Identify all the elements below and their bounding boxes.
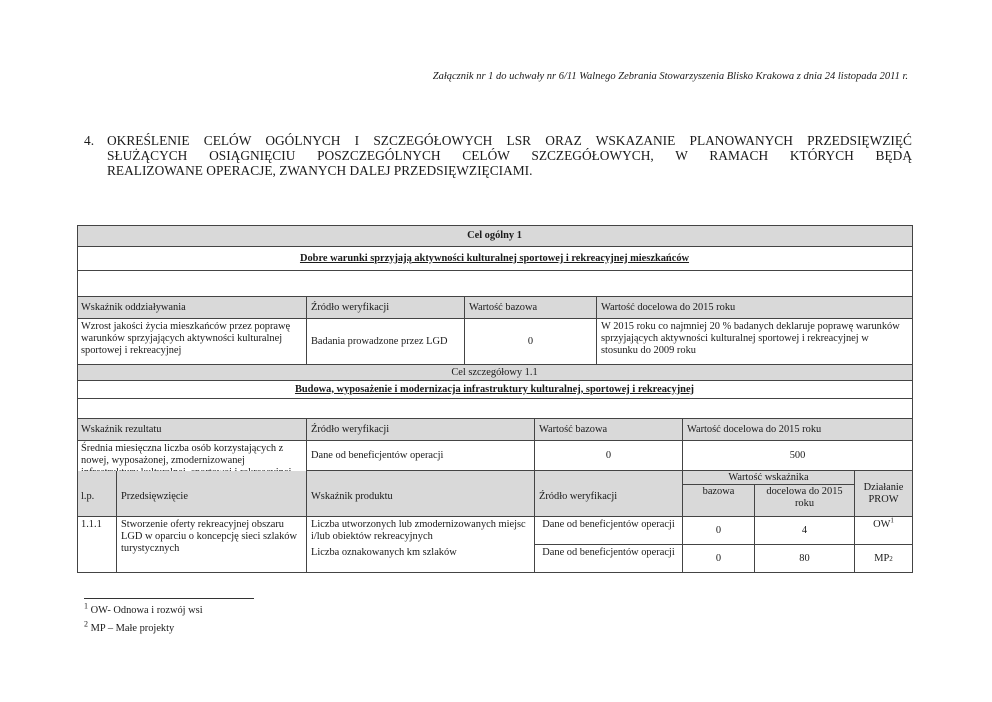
impact-indicator: Wzrost jakości życia mieszkańców przez poprawę warunków sprzyjających aktywności kulturalnej sportowej i rekreacyjnej [77, 319, 307, 365]
specific-goal-text: Budowa, wyposażenie i modernizacja infrastruktury kulturalnej, sportowej i rekreacyjnej [294, 383, 695, 395]
specific-goal-label: Cel szczegółowy 1.1 [77, 365, 913, 381]
product-prow [855, 517, 913, 545]
product-base: 0 [683, 545, 755, 573]
spacer-row [77, 399, 913, 419]
product-target: 80 [755, 545, 855, 573]
goals-table [77, 225, 913, 573]
footnote [84, 601, 203, 616]
result-header-source: Źródło weryfikacji [307, 419, 535, 441]
general-goal-text: Dobre warunki sprzyjają aktywności kulturalnej sportowej i rekreacyjnej mieszkańców [299, 252, 690, 264]
section-number: 4. [84, 133, 95, 148]
general-goal-cell [77, 247, 913, 271]
product-source: Dane od beneficjentów operacji [535, 545, 683, 573]
project-header-prow: Działanie PROW [855, 471, 913, 517]
section-heading-line: REALIZOWANE OPERACJE, ZWANYCH DALEJ PRZEDSIĘWZIĘCIAMI. [107, 163, 533, 178]
footnote-mark: 2 [84, 619, 88, 629]
impact-header-base: Wartość bazowa [465, 297, 597, 319]
result-header-target: Wartość docelowa do 2015 roku [683, 419, 913, 441]
document-header-note: Załącznik nr 1 do uchwały nr 6/11 Walnego Zebrania Stowarzyszenia Blisko Krakowa z dnia 24 listopada 2011 r. [432, 71, 908, 82]
section-heading-line: OKREŚLENIE CELÓW OGÓLNYCH I SZCZEGÓŁOWYCH LSR ORAZ WSKAZANIE PLANOWANYCH PRZEDSIĘWZIĘĆ [107, 133, 912, 148]
footnote-ref: 1 [890, 517, 894, 525]
product-prow: MP 2 [855, 545, 913, 573]
footnote-divider [84, 598, 254, 599]
impact-target: W 2015 roku co najmniej 20 % badanych deklaruje poprawę warunków sprzyjających aktywności kulturalnej sportowej i rekreacyjnej w stosunku do 2009 roku [597, 319, 913, 365]
result-header-indicator: Wskaźnik rezultatu [77, 419, 307, 441]
project-header-product-indicator: Wskaźnik produktu [307, 471, 535, 517]
product-indicator: Liczba oznakowanych km szlaków [307, 545, 535, 573]
prow-code: OW [873, 519, 891, 530]
spacer-row [77, 271, 913, 297]
footnote-text: OW- Odnowa i rozwój wsi [90, 605, 203, 616]
project-header-project: Przedsięwzięcie [117, 471, 307, 517]
project-header-base: bazowa [683, 485, 755, 517]
product-source: Dane od beneficjentów operacji [535, 517, 683, 545]
footnote-text: MP – Małe projekty [90, 623, 175, 634]
product-base: 0 [683, 517, 755, 545]
project-lp: 1.1.1 [77, 517, 117, 573]
project-header-source: Źródło weryfikacji [535, 471, 683, 517]
result-base: 0 [535, 441, 683, 471]
product-indicator: Liczba utworzonych lub zmodernizowanych miejsc i/lub obiektów rekreacyjnych [307, 517, 535, 545]
impact-base: 0 [465, 319, 597, 365]
result-source: Dane od beneficjentów operacji [307, 441, 535, 471]
section-heading-line: SŁUŻĄCYCH OSIĄGNIĘCIU POSZCZEGÓLNYCH CELÓW SZCZEGÓŁOWYCH, W RAMACH KTÓRYCH BĘDĄ [107, 148, 912, 163]
section-heading [84, 133, 912, 178]
result-indicator: Średnia miesięczna liczba osób korzystających z nowej, wyposażonej, zmodernizowanej [77, 441, 307, 471]
footnote [84, 619, 175, 634]
impact-header-indicator: Wskaźnik oddziaływania [77, 297, 307, 319]
result-target: 500 [683, 441, 913, 471]
prow-code: MP [874, 552, 890, 564]
specific-goal-cell [77, 381, 913, 399]
footnote-mark: 1 [84, 601, 88, 611]
impact-header-target: Wartość docelowa do 2015 roku [597, 297, 913, 319]
product-target: 4 [755, 517, 855, 545]
project-name: Stworzenie oferty rekreacyjnej obszaru LGD w oparciu o koncepcję sieci szlaków turystycznych [117, 517, 307, 573]
result-header-base: Wartość bazowa [535, 419, 683, 441]
impact-source: Badania prowadzone przez LGD [307, 319, 465, 365]
project-header-lp: l.p. [77, 471, 117, 517]
impact-header-source: Źródło weryfikacji [307, 297, 465, 319]
project-header-target: docelowa do 2015 roku [755, 485, 855, 517]
project-header-indicator-value: Wartość wskaźnika [683, 471, 855, 485]
general-goal-label: Cel ogólny 1 [77, 225, 913, 247]
